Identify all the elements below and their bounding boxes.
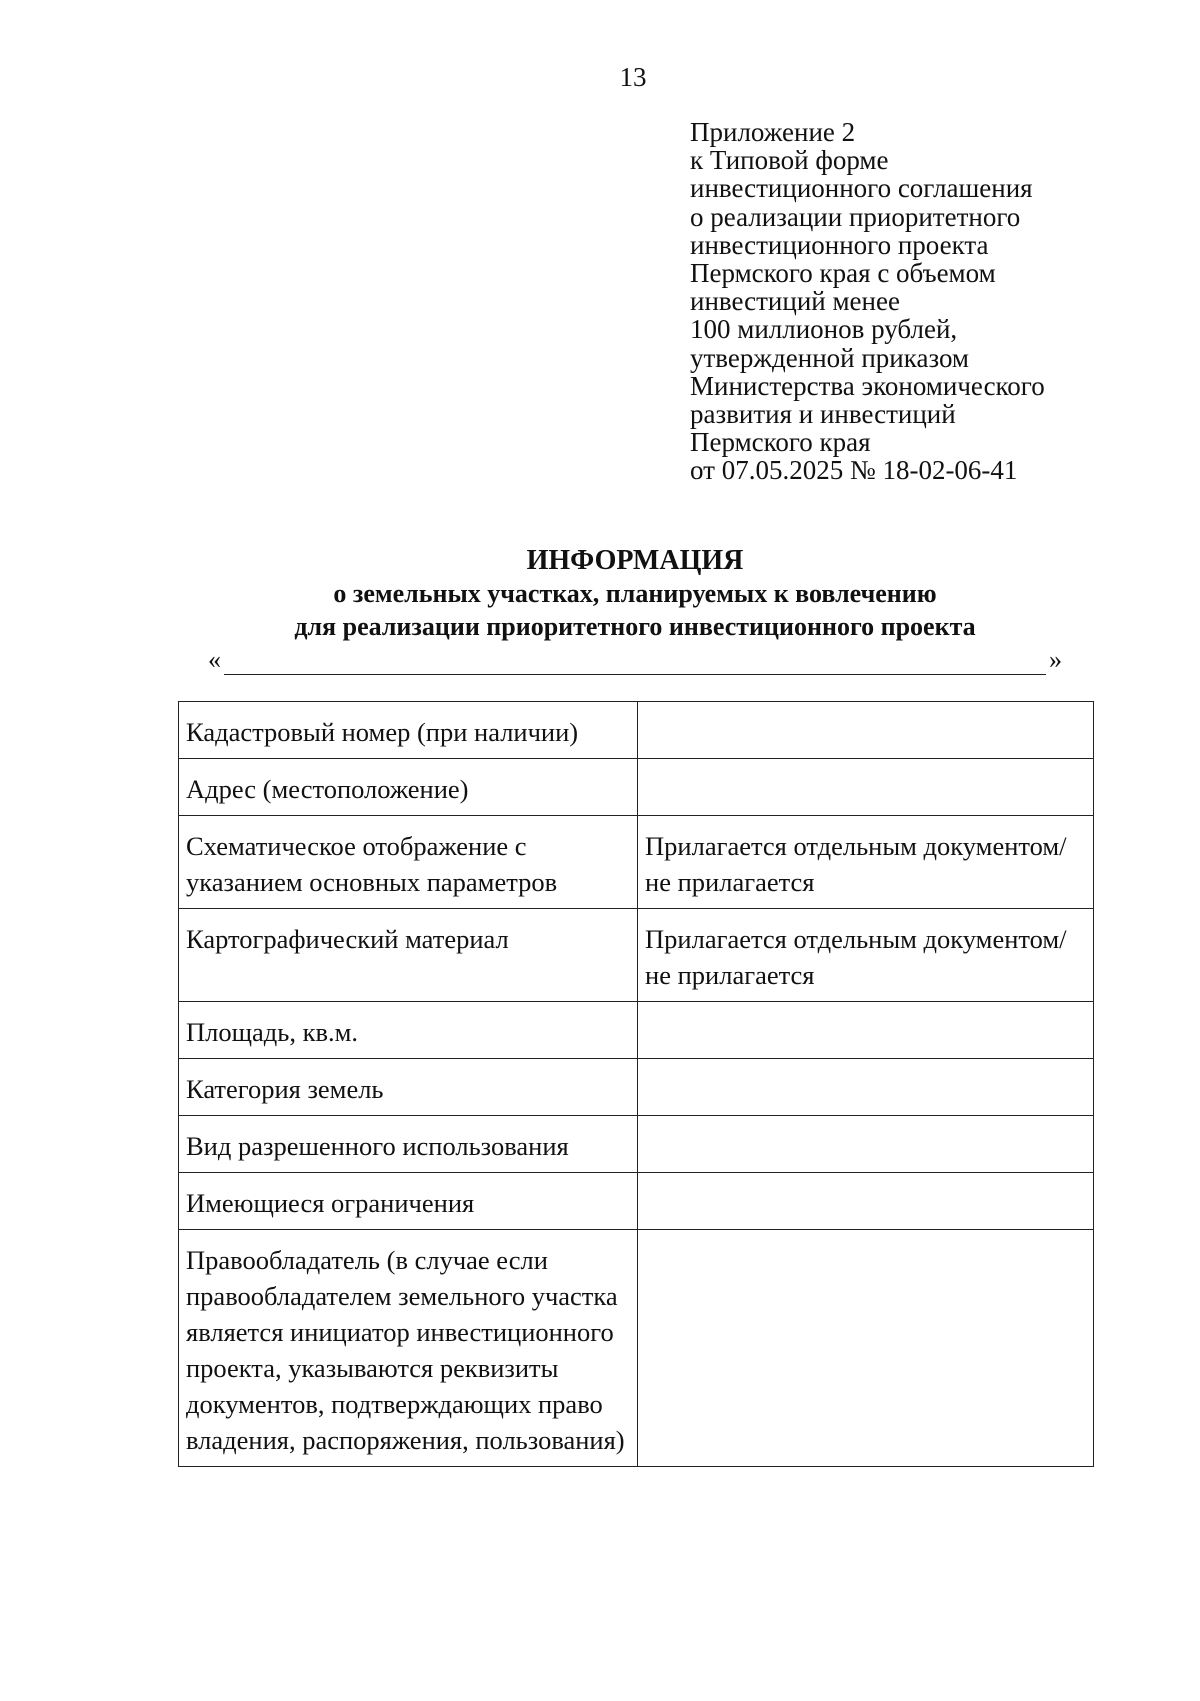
- parameter-cell: Правообладатель (в случае если правообладателем земельного участка является инициатор инвестиционного проекта, указываются реквизиты документов, подтверждающих право владения, распоряжения, пользования): [179, 1230, 638, 1467]
- appendix-line: инвестиций менее: [690, 286, 900, 317]
- table-row: [179, 1116, 1094, 1173]
- table-row: [179, 1230, 1094, 1467]
- project-name-underline: [224, 674, 1046, 675]
- value-cell: [638, 702, 1094, 759]
- appendix-line: 100 миллионов рублей,: [690, 314, 958, 345]
- parameter-cell: Вид разрешенного использования: [179, 1116, 638, 1173]
- document-subtitle-line1: о земельных участках, планируемых к вовлечению: [333, 579, 937, 608]
- table-row: [179, 909, 1094, 1002]
- appendix-line: Приложение 2: [690, 117, 856, 147]
- appendix-line: Пермского края с объемом: [690, 258, 996, 289]
- value-cell: [638, 1173, 1094, 1230]
- value-cell: [638, 759, 1094, 816]
- document-heading: [0, 544, 1200, 643]
- value-cell: [638, 1116, 1094, 1173]
- appendix-reference: [690, 118, 1045, 485]
- close-quote: »: [1049, 645, 1062, 674]
- document-subtitle-line2: для реализации приоритетного инвестиционного проекта: [294, 612, 976, 641]
- land-plot-table: [178, 701, 1094, 1467]
- appendix-line: развития и инвестиций: [690, 399, 956, 430]
- document-title: ИНФОРМАЦИЯ: [526, 545, 744, 576]
- value-cell: [638, 1002, 1094, 1059]
- parameter-cell: Кадастровый номер (при наличии): [179, 702, 638, 759]
- project-name-blank: [208, 645, 1062, 677]
- table-row: [179, 1002, 1094, 1059]
- table-row: [179, 1059, 1094, 1116]
- value-cell: [638, 1230, 1094, 1467]
- parameter-cell: Имеющиеся ограничения: [179, 1173, 638, 1230]
- appendix-line: Министерства экономического: [690, 370, 1045, 401]
- page-number: 13: [619, 62, 647, 92]
- parameter-cell: Площадь, кв.м.: [179, 1002, 638, 1059]
- appendix-line: Пермского края: [690, 427, 871, 458]
- parameter-cell: Схематическое отображение с указанием основных параметров: [179, 816, 638, 909]
- appendix-line: инвестиционного соглашения: [690, 173, 1033, 204]
- appendix-line: инвестиционного проекта: [690, 229, 989, 260]
- open-quote: «: [208, 645, 221, 674]
- parameter-cell: Категория земель: [179, 1059, 638, 1116]
- table-row: [179, 1173, 1094, 1230]
- appendix-line: к Типовой форме: [690, 145, 889, 176]
- parameter-cell: Адрес (местоположение): [179, 759, 638, 816]
- appendix-line: о реализации приоритетного: [690, 201, 1021, 232]
- parameter-cell: Картографический материал: [179, 909, 638, 1002]
- table-row: [179, 702, 1094, 759]
- appendix-line: утвержденной приказом: [690, 342, 970, 373]
- value-cell: [638, 1059, 1094, 1116]
- table-row: [179, 816, 1094, 909]
- appendix-line: от 07.05.2025 № 18-02-06-41: [690, 455, 1018, 486]
- value-cell: Прилагается отдельным документом/не прилагается: [638, 816, 1094, 909]
- table-row: [179, 759, 1094, 816]
- value-cell: Прилагается отдельным документом/не прилагается: [638, 909, 1094, 1002]
